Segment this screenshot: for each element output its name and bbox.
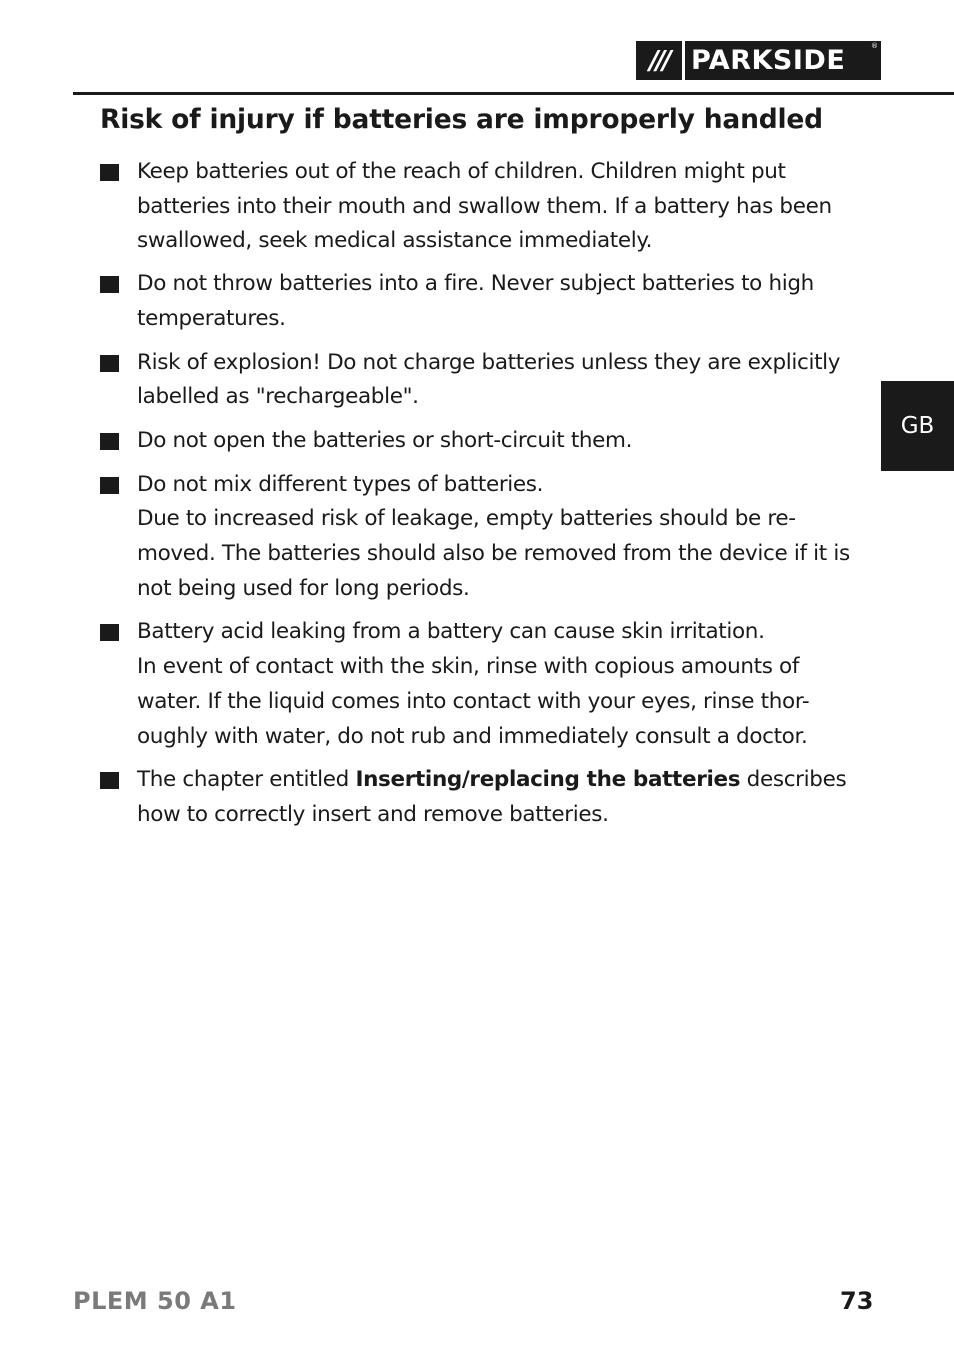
- item-text: Risk of explosion! Do not charge batteries unless they are explicitly labelled as "rechargeable".: [137, 349, 841, 410]
- chapter-reference: Inserting/replacing the batteries: [355, 767, 741, 793]
- header-rule: [73, 92, 954, 95]
- square-bullet-icon: [100, 355, 119, 372]
- item-text: [137, 763, 860, 832]
- square-bullet-icon: [100, 477, 119, 494]
- section-heading: Risk of injury if batteries are improperly handled: [100, 104, 823, 135]
- list-item: [100, 468, 860, 607]
- logo-slashes: ///: [649, 45, 669, 76]
- safety-list: [100, 155, 860, 833]
- item-text: Battery acid leaking from a battery can cause skin irritation.: [137, 619, 765, 645]
- list-item: [100, 763, 860, 832]
- square-bullet-icon: [100, 164, 119, 181]
- page-number: 73: [840, 1287, 874, 1315]
- square-bullet-icon: [100, 624, 119, 641]
- logo-text: PARKSIDE: [691, 45, 846, 76]
- square-bullet-icon: [100, 433, 119, 450]
- square-bullet-icon: [100, 276, 119, 293]
- square-bullet-icon: [100, 772, 119, 789]
- item-text: Do not throw batteries into a fire. Never subject batteries to high temperatures.: [137, 271, 814, 331]
- list-item: [100, 155, 860, 259]
- list-item: [100, 267, 860, 336]
- item-text-before: The chapter entitled: [137, 767, 356, 793]
- item-text: Do not open the batteries or short-circuit them.: [137, 427, 633, 453]
- footer-model: PLEM 50 A1: [73, 1287, 237, 1315]
- language-tab: GB: [881, 381, 954, 471]
- list-item: [100, 346, 860, 415]
- item-text-continued: In event of contact with the skin, rinse with copious amounts of water. If the liquid comes into contact with your eyes, rinse thor-oughly with water, do not rub and immediately consult a doctor.: [137, 654, 810, 749]
- item-text-continued: Due to increased risk of leakage, empty batteries should be re-moved. The batteries should also be removed from the device if it is not being used for long periods.: [137, 506, 850, 601]
- item-text: Keep batteries out of the reach of children. Children might put batteries into their mouth and swallow them. If a battery has been swallowed, seek medical assistance immediately.: [137, 159, 832, 254]
- logo-registered-mark: ®: [871, 42, 878, 50]
- item-text-after: describes how to correctly insert and remove batteries.: [137, 767, 847, 827]
- list-item: [100, 424, 860, 459]
- parkside-logo: [636, 41, 881, 80]
- item-text: Do not mix different types of batteries.: [137, 471, 544, 497]
- list-item: [100, 615, 860, 754]
